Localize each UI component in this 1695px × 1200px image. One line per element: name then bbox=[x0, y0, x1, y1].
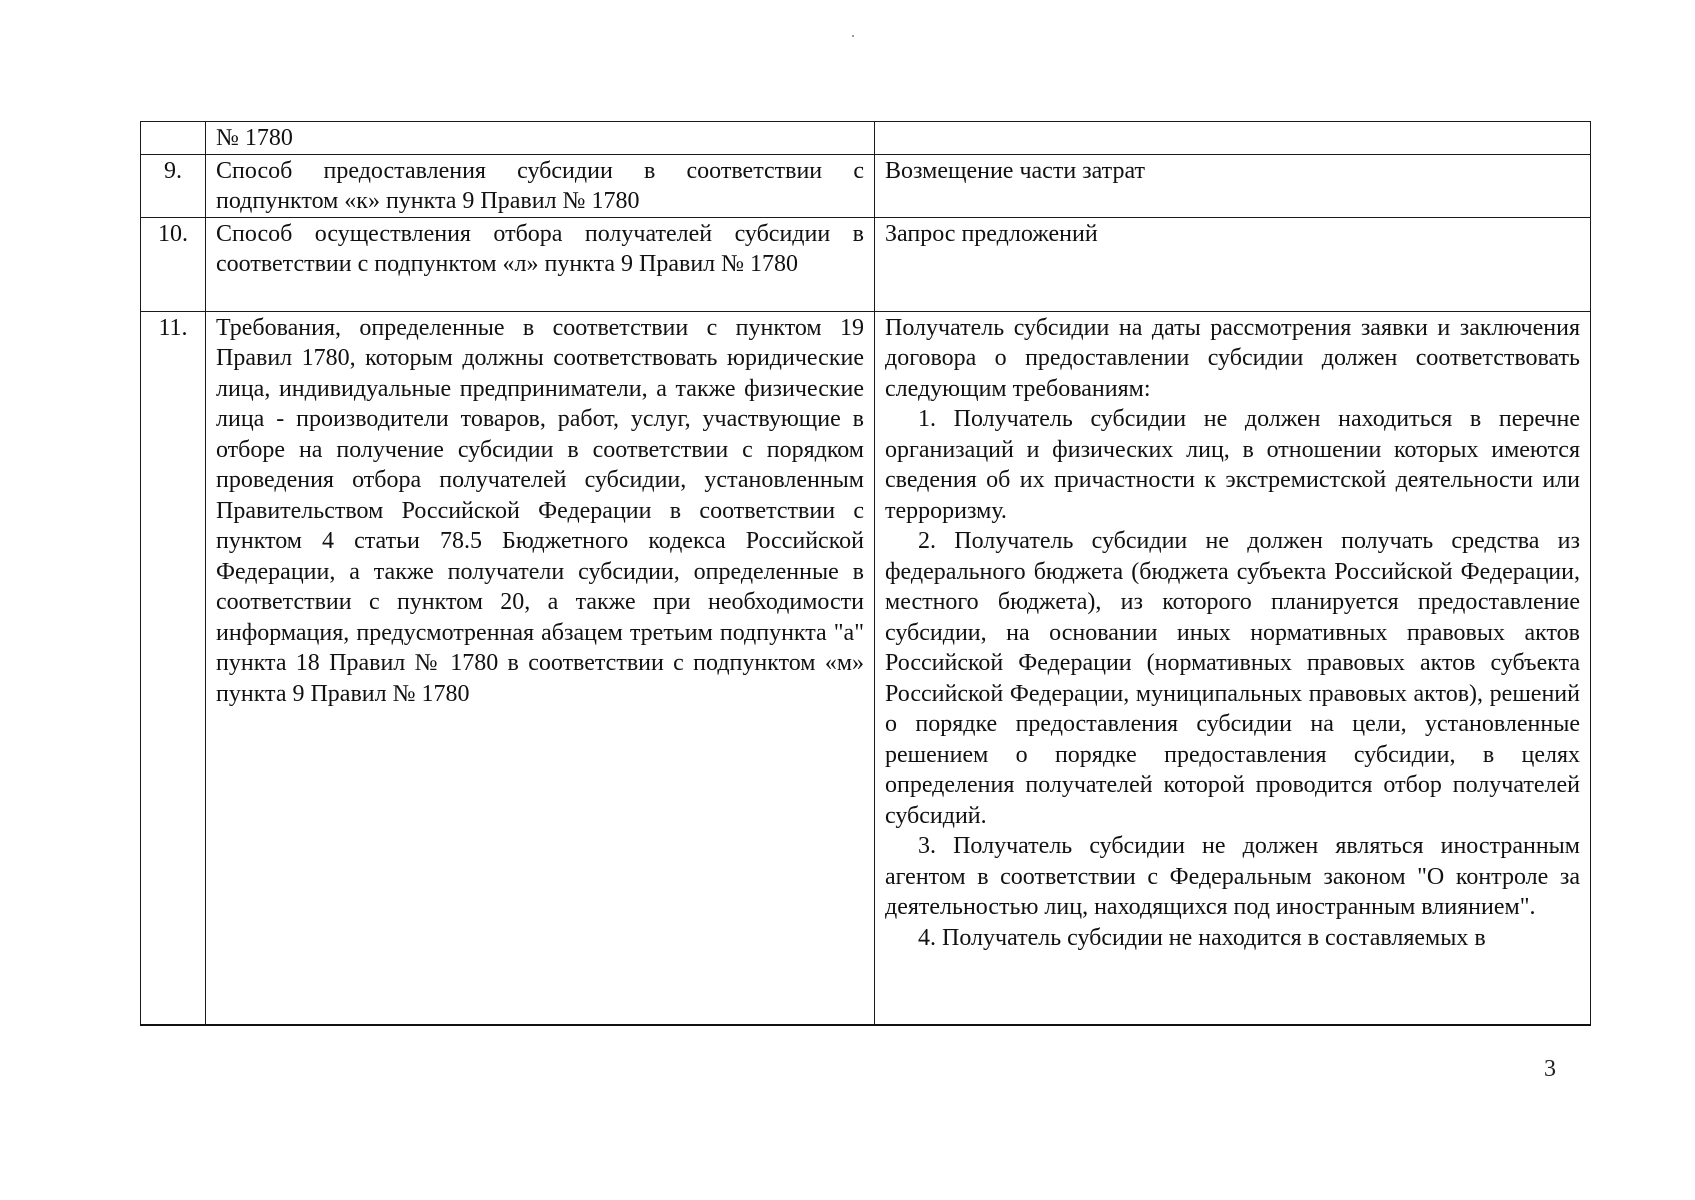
parameter-cell: Требования, определенные в соответствии с пунктом 19 Правил 1780, которым должны соответствовать юридические лица, индивидуальные предприниматели, а также физические лица - производители товаров, работ, услуг, участвующие в отборе на получение субсидии в соответствии с порядком проведения отбора получателей субсидии, установленным Правительством Российской Федерации в соответствии с пунктом 4 статьи 78.5 Бюджетного кодекса Российской Федерации, а также получатели субсидии, определенные в соответствии с пунктом 20, а также при необходимости информация, предусмотренная абзацем третьим подпункта "а" пункта 18 Правил № 1780 в соответствии с подпунктом «м» пункта 9 Правил № 1780 bbox=[206, 311, 875, 1025]
requirement-item: 3. Получатель субсидии не должен являться иностранным агентом в соответствии с Федеральным законом "О контроле за деятельностью лиц, находящихся под иностранным влиянием". bbox=[885, 833, 1580, 920]
parameter-cell: Способ осуществления отбора получателей субсидии в соответствии с подпунктом «л» пункта 9 Правил № 1780 bbox=[206, 217, 875, 311]
parameter-cell: Способ предоставления субсидии в соответствии с подпунктом «к» пункта 9 Правил № 1780 bbox=[206, 154, 875, 217]
row-number-cell: 10. bbox=[141, 217, 206, 311]
requirement-item: 4. Получатель субсидии не находится в составляемых в bbox=[918, 924, 1486, 951]
row-number-cell bbox=[141, 122, 206, 155]
value-cell: Запрос предложений bbox=[875, 217, 1591, 311]
page-number: 3 bbox=[1544, 1056, 1556, 1082]
table-row bbox=[141, 311, 1591, 1025]
requirement-item: 1. Получатель субсидии не должен находиться в перечне организаций и физических лиц, в отношении которых имеются сведения об их причастности к экстремистской деятельности или терроризму. bbox=[885, 406, 1580, 524]
parameter-cell: № 1780 bbox=[206, 122, 875, 155]
table-row bbox=[141, 154, 1591, 217]
row-number-cell: 11. bbox=[141, 311, 206, 1025]
row-number-cell: 9. bbox=[141, 154, 206, 217]
value-cell bbox=[875, 311, 1591, 1025]
table-row bbox=[141, 122, 1591, 155]
value-cell: Возмещение части затрат bbox=[875, 154, 1591, 217]
requirement-item: 2. Получатель субсидии не должен получать средства из федерального бюджета (бюджета субъекта Российской Федерации, местного бюджета), из которого планируется предоставление субсидии, на основании иных нормативных правовых актов Российской Федерации (нормативных правовых актов субъекта Российской Федерации, муниципальных правовых актов), решений о порядке предоставления субсидии на цели, установленные решением о порядке предоставления субсидии, в целях определения получателей которой проводится отбор получателей субсидий. bbox=[885, 528, 1580, 829]
table-row bbox=[141, 217, 1591, 311]
value-cell bbox=[875, 122, 1591, 155]
scan-speck bbox=[852, 35, 854, 37]
requirements-table bbox=[140, 121, 1591, 1026]
requirements-intro: Получатель субсидии на даты рассмотрения заявки и заключения договора о предоставлении субсидии должен соответствовать следующим требованиям: bbox=[885, 314, 1580, 402]
